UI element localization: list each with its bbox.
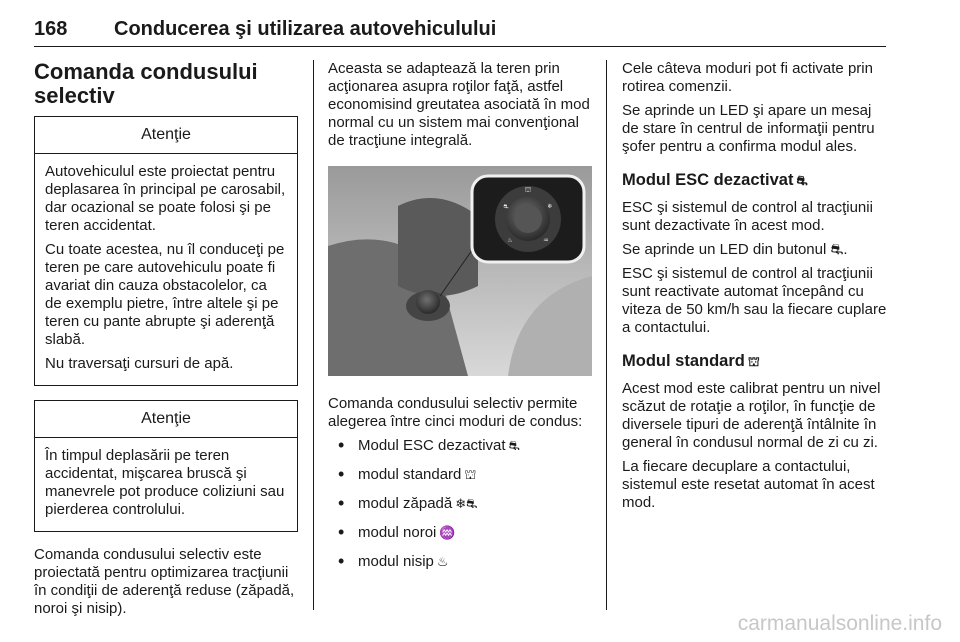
- subheading-esc-off: Modul ESC dezactivat ⛐: [622, 171, 808, 189]
- mode-list: [328, 437, 592, 571]
- column-3: [622, 60, 890, 518]
- esc-off-icon: ⛐: [508, 438, 520, 453]
- running-title: Conducerea şi utilizarea autovehiculului: [114, 18, 497, 40]
- column-divider: [313, 60, 314, 610]
- list-item: • modul standard ⛫: [328, 466, 592, 484]
- svg-text:♨: ♨: [507, 237, 513, 244]
- paragraph: Autovehiculul este proiectat pentru deplasarea în principal pe carosabil, dar ocazional se poate folosi şi pe teren accidentat.: [45, 163, 286, 234]
- paragraph: Cu toate acestea, nu îl conduceţi pe teren pe care autovehiculu poate fi avariat din cauza obstacolelor, ca de exemplu pietre, între altele şi pe teren cu pante abrupte şi aderenţă slabă.: [45, 241, 285, 348]
- warning-box: [34, 116, 298, 386]
- page-header: [34, 12, 886, 47]
- warning-heading: Atenţie: [35, 117, 297, 154]
- svg-text:⛐: ⛐: [503, 203, 509, 210]
- svg-text:❄: ❄: [547, 203, 553, 210]
- paragraph: Acest mod este calibrat pentru un nivel scăzut de rotaţie a roţilor, în funcţie de diversele tipuri de aderenţă întâlnite în general în condusul normal de zi cu zi.: [622, 380, 881, 451]
- paragraph: În timpul deplasării pe teren accidentat, mişcarea bruscă şi manevrele pot produce coliziuni sau pierderea controlului.: [45, 447, 285, 518]
- paragraph: La fiecare decuplare a contactului, sistemul este resetat automat în acest mod.: [622, 458, 875, 511]
- paragraph: ESC şi sistemul de control al tracţiunii sunt dezactivate în acest mod.: [622, 199, 873, 234]
- standard-mode-icon: ⛫: [464, 467, 477, 482]
- paragraph: Cele câteva moduri pot fi activate prin rotirea comenzii.: [622, 60, 873, 95]
- watermark: carmanualsonline.info: [737, 612, 942, 635]
- list-item: • modul noroi ♒: [328, 524, 592, 542]
- column-1: [34, 60, 298, 624]
- column-2: [328, 60, 592, 582]
- paragraph: Nu traversaţi cursuri de apă.: [45, 355, 234, 372]
- standard-mode-icon: ⛫: [747, 354, 760, 369]
- paragraph: Comanda condusului selectiv permite alegerea între cinci moduri de condus:: [328, 395, 583, 430]
- list-item: • Modul ESC dezactivat ⛐: [328, 437, 592, 455]
- console-knob-illustration: [328, 166, 592, 376]
- mud-mode-icon: ♒: [439, 525, 456, 540]
- page-number: 168: [34, 18, 68, 40]
- subheading-standard: Modul standard ⛫: [622, 352, 760, 370]
- paragraph: Aceasta se adaptează la teren prin acţionarea asupra roţilor faţă, astfel economisind greutatea asociată în mod normal cu un sistem mai convenţional de tracţiune integrală.: [328, 60, 590, 149]
- paragraph: ESC şi sistemul de control al tracţiunii sunt reactivate automat începând cu viteza de 50 km/h sau la fiecare cuplare a contactului.: [622, 265, 887, 336]
- sand-mode-icon: ♨: [436, 554, 449, 569]
- warning-heading: Atenţie: [35, 401, 297, 438]
- list-item: • modul nisip ♨: [328, 553, 592, 571]
- paragraph: Se aprinde un LED din butonul ⛐.: [622, 241, 848, 258]
- svg-text:⛫: ⛫: [524, 186, 532, 194]
- esc-off-icon: ⛐: [796, 173, 808, 188]
- paragraph: Comanda condusului selectiv este proiectată pentru optimizarea tracţiunii în condiţii de aderenţă reduse (zăpadă, noroi şi nisip).: [34, 546, 295, 617]
- column-divider: [606, 60, 607, 610]
- snow-mode-icon: ❄⛐: [455, 496, 478, 511]
- svg-text:♒: ♒: [543, 237, 549, 244]
- paragraph: Se aprinde un LED şi apare un mesaj de stare în centrul de informaţii pentru şofer pentru a confirma modul ales.: [622, 102, 875, 155]
- section-title: Comanda condusului selectiv: [34, 59, 258, 108]
- list-item: • modul zăpadă ❄⛐: [328, 495, 592, 513]
- warning-box: [34, 400, 298, 532]
